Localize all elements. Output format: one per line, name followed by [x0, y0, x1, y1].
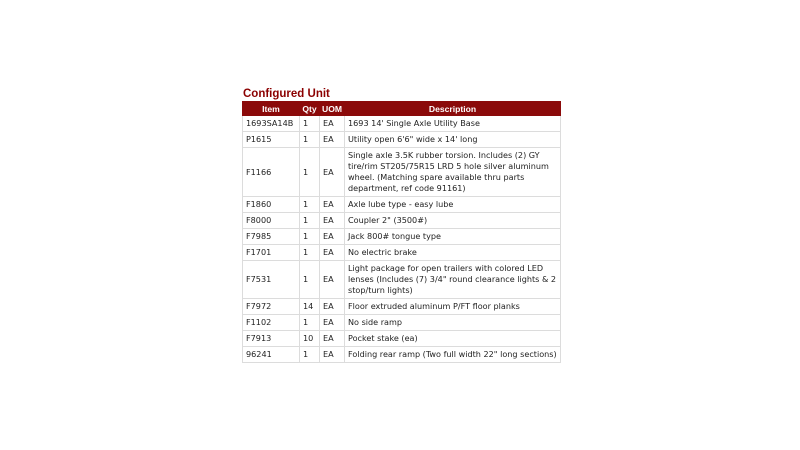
table-row [243, 315, 561, 331]
cell-item: F7913 [243, 331, 300, 347]
cell-item: F7985 [243, 229, 300, 245]
cell-qty: 1 [300, 116, 320, 132]
cell-qty: 1 [300, 245, 320, 261]
cell-qty: 1 [300, 197, 320, 213]
section-title: Configured Unit [243, 88, 330, 100]
cell-description: Axle lube type - easy lube [345, 197, 561, 213]
table-row [243, 261, 561, 299]
cell-description: Single axle 3.5K rubber torsion. Includes (2) GY tire/rim ST205/75R15 LRD 5 hole silver aluminum wheel. (Matching spare available thru parts department, ref code 91161) [345, 148, 561, 197]
header-item: Item [243, 102, 300, 116]
header-uom: UOM [320, 102, 345, 116]
cell-description: 1693 14' Single Axle Utility Base [345, 116, 561, 132]
cell-item: F1166 [243, 148, 300, 197]
cell-uom: EA [320, 229, 345, 245]
cell-uom: EA [320, 132, 345, 148]
table-row [243, 299, 561, 315]
cell-qty: 1 [300, 148, 320, 197]
table-row [243, 116, 561, 132]
cell-item: F1860 [243, 197, 300, 213]
configured-unit-table [242, 101, 561, 363]
table-row [243, 245, 561, 261]
cell-description: Floor extruded aluminum P/FT floor planks [345, 299, 561, 315]
cell-description: Utility open 6'6" wide x 14' long [345, 132, 561, 148]
cell-description: Jack 800# tongue type [345, 229, 561, 245]
cell-item: F1102 [243, 315, 300, 331]
table-row [243, 347, 561, 363]
table-row [243, 132, 561, 148]
cell-item: F7531 [243, 261, 300, 299]
cell-description: Pocket stake (ea) [345, 331, 561, 347]
table-row [243, 331, 561, 347]
cell-uom: EA [320, 299, 345, 315]
cell-qty: 1 [300, 229, 320, 245]
cell-qty: 1 [300, 315, 320, 331]
cell-uom: EA [320, 347, 345, 363]
header-description: Description [345, 102, 561, 116]
table-row [243, 148, 561, 197]
cell-qty: 1 [300, 213, 320, 229]
cell-description: No electric brake [345, 245, 561, 261]
table-header-row [243, 102, 561, 116]
table-body [243, 116, 561, 363]
cell-uom: EA [320, 197, 345, 213]
cell-description: Coupler 2" (3500#) [345, 213, 561, 229]
cell-description: No side ramp [345, 315, 561, 331]
cell-item: P1615 [243, 132, 300, 148]
table-row [243, 229, 561, 245]
cell-qty: 10 [300, 331, 320, 347]
cell-uom: EA [320, 245, 345, 261]
cell-uom: EA [320, 116, 345, 132]
header-qty: Qty [300, 102, 320, 116]
cell-uom: EA [320, 261, 345, 299]
cell-uom: EA [320, 148, 345, 197]
cell-item: F1701 [243, 245, 300, 261]
cell-item: 96241 [243, 347, 300, 363]
cell-item: F7972 [243, 299, 300, 315]
cell-uom: EA [320, 213, 345, 229]
cell-qty: 1 [300, 261, 320, 299]
cell-uom: EA [320, 331, 345, 347]
cell-qty: 1 [300, 132, 320, 148]
cell-qty: 1 [300, 347, 320, 363]
table-row [243, 213, 561, 229]
cell-item: 1693SA14B [243, 116, 300, 132]
cell-description: Folding rear ramp (Two full width 22" long sections) [345, 347, 561, 363]
cell-uom: EA [320, 315, 345, 331]
cell-description: Light package for open trailers with colored LED lenses (Includes (7) 3/4" round clearance lights & 2 stop/turn lights) [345, 261, 561, 299]
cell-item: F8000 [243, 213, 300, 229]
table-row [243, 197, 561, 213]
cell-qty: 14 [300, 299, 320, 315]
configured-unit-section [242, 87, 560, 363]
